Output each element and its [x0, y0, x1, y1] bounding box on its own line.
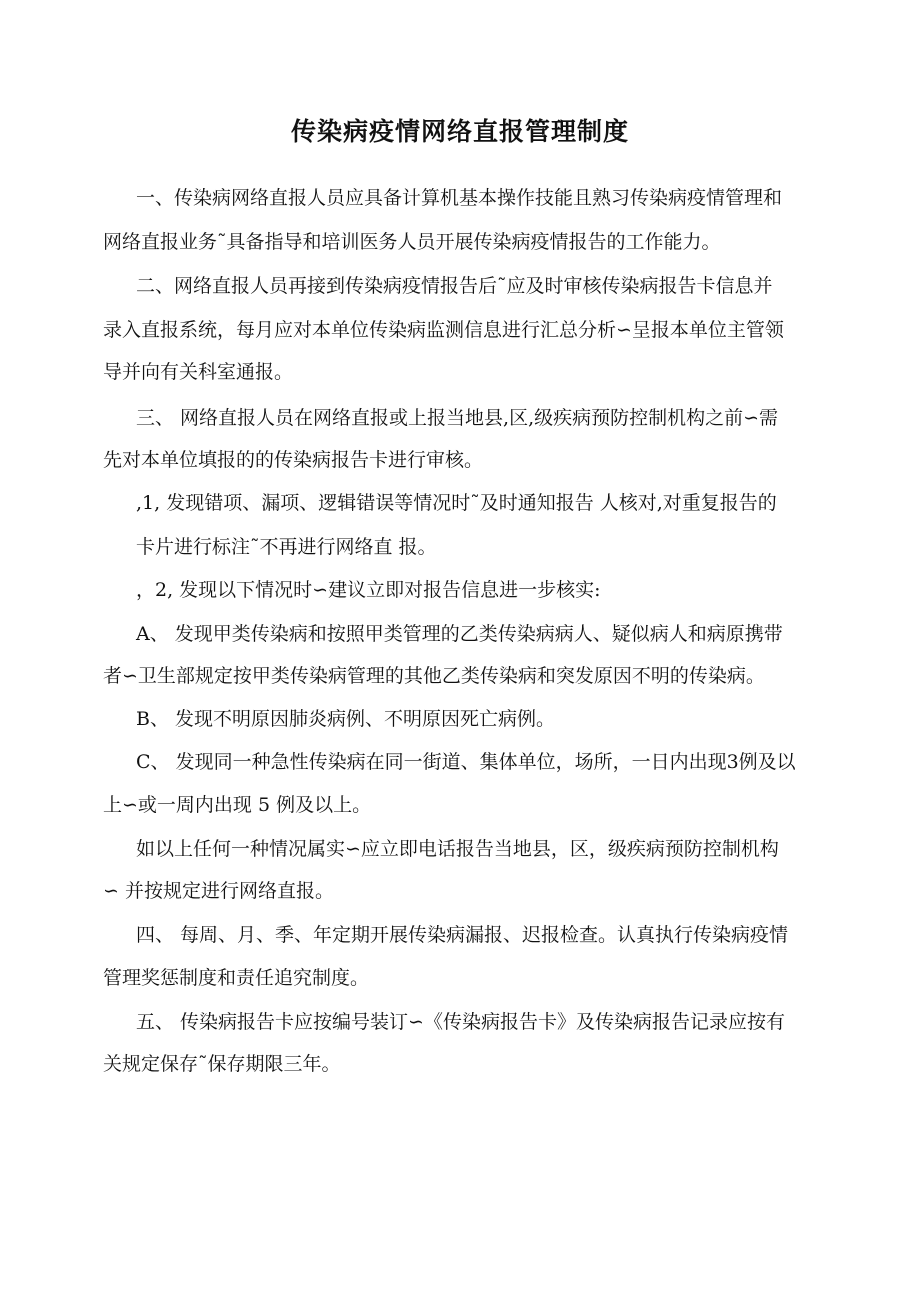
- clause-2-line-3: 导并向有关科室通报。: [103, 361, 294, 383]
- sub-item-2-line-1: ，2, 发现以下情况时∽建议立即对报告信息进一步核实:: [136, 579, 601, 601]
- sub-item-1-line-2: 卡片进行标注˜不再进行网络直 报。: [136, 536, 437, 558]
- item-b-line-1: B、 发现不明原因肺炎病例、不明原因死亡病例。: [136, 708, 556, 730]
- clause-3-line-1: 三、 网络直报人员在网络直报或上报当地县,区,级疾病预防控制机构之前∽需: [136, 407, 779, 429]
- report-note-line-1: 如以上任何一种情况属实∽应立即电话报告当地县，区，级疾病预防控制机构: [136, 838, 779, 860]
- item-a-line-1: A、 发现甲类传染病和按照甲类管理的乙类传染病病人、疑似病人和病原携带: [136, 623, 783, 645]
- clause-1-line-1: 一、传染病网络直报人员应具备计算机基本操作技能且熟习传染病疫情管理和: [136, 187, 783, 209]
- clause-3-line-2: 先对本单位填报的的传染病报告卡进行审核。: [103, 449, 484, 471]
- item-c-line-2: 上∽或一周内出现 5 例及以上。: [103, 794, 372, 816]
- clause-5-line-2: 关规定保存˜保存期限三年。: [103, 1053, 341, 1075]
- item-c-line-1: C、 发现同一种急性传染病在同一街道、集体单位，场所，一日内出现3例及以: [136, 751, 796, 773]
- clause-2-line-2: 录入直报系统，每月应对本单位传染病监测信息进行汇总分析∽呈报本单位主管领: [103, 319, 784, 341]
- clause-2-line-1: 二、网络直报人员再接到传染病疫情报告后˜应及时审核传染病报告卡信息并: [136, 275, 773, 297]
- clause-1-line-2: 网络直报业务˜具备指导和培训医务人员开展传染病疫情报告的工作能力。: [103, 231, 721, 253]
- sub-item-1-line-1: ,1, 发现错项、漏项、逻辑错误等情况时˜及时通知报告 人核对,对重复报告的: [136, 492, 777, 514]
- clause-4-line-1: 四、 每周、月、季、年定期开展传染病漏报、迟报检查。认真执行传染病疫情: [136, 924, 789, 946]
- clause-5-line-1: 五、 传染病报告卡应按编号装订∽《传染病报告卡》及传染病报告记录应按有: [136, 1011, 785, 1033]
- report-note-line-2: ∽ 并按规定进行网络直报。: [103, 880, 334, 902]
- clause-4-line-2: 管理奖惩制度和责任追究制度。: [103, 967, 370, 989]
- item-a-line-2: 者∽卫生部规定按甲类传染病管理的其他乙类传染病和突发原因不明的传染病。: [103, 665, 765, 687]
- document-title: 传染病疫情网络直报管理制度: [290, 117, 629, 146]
